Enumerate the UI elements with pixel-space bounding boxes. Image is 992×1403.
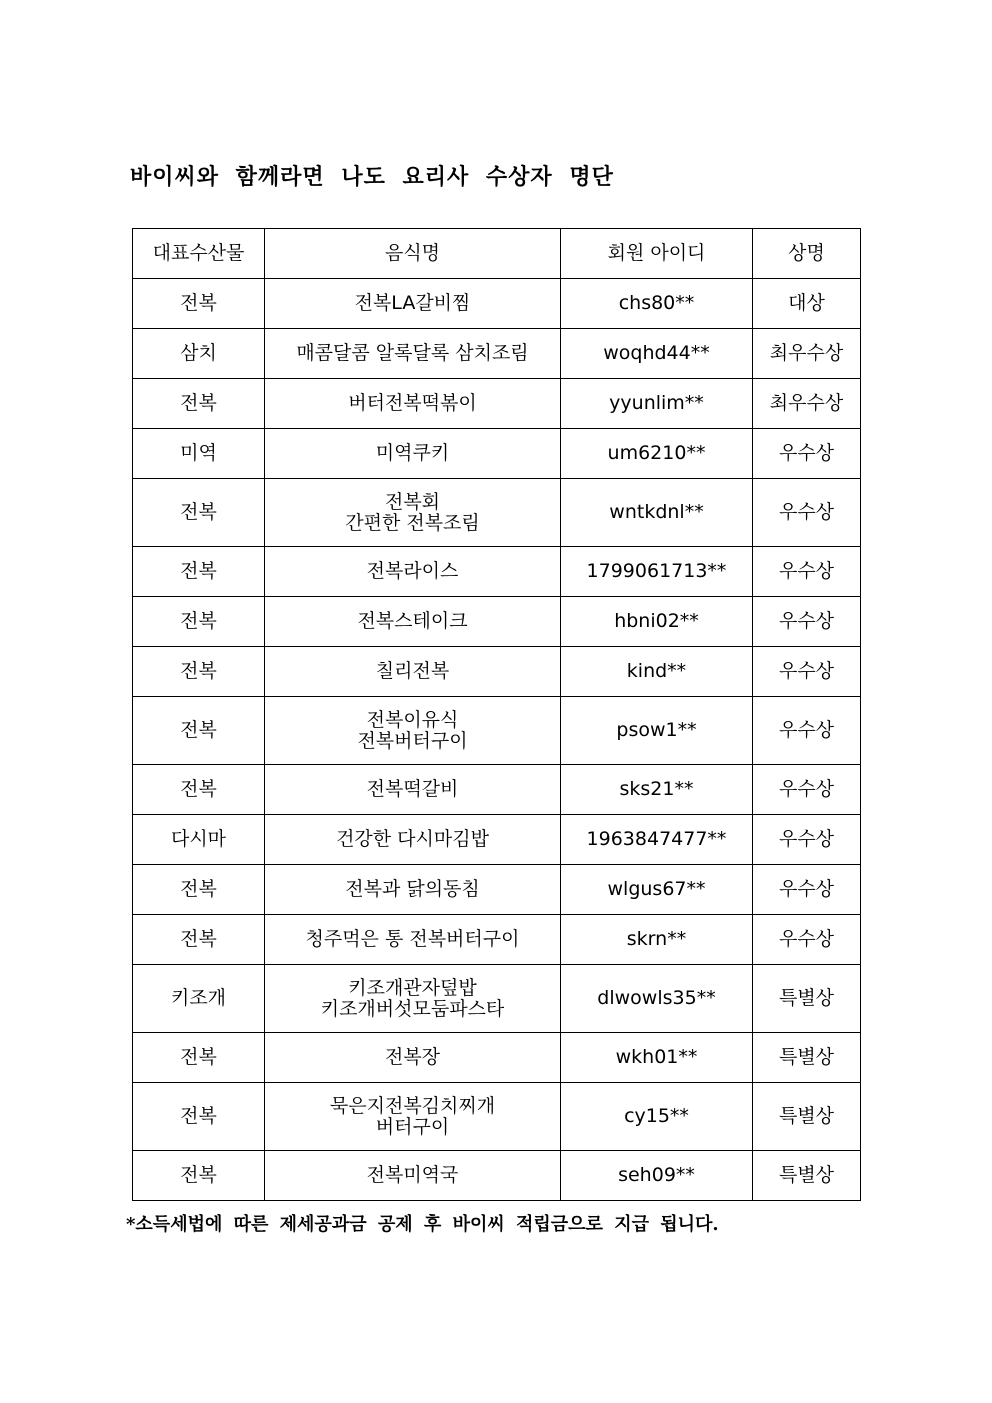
table-row <box>133 1151 861 1201</box>
cell-seafood: 전복 <box>133 915 265 965</box>
cell-dish <box>265 647 561 697</box>
cell-dish <box>265 915 561 965</box>
cell-award: 우수상 <box>753 765 861 815</box>
cell-member-id: wntkdnl** <box>561 479 753 547</box>
cell-seafood: 전복 <box>133 865 265 915</box>
header-member-id: 회원 아이디 <box>561 229 753 279</box>
cell-member-id: yyunlim** <box>561 379 753 429</box>
table-row <box>133 279 861 329</box>
cell-award: 우수상 <box>753 697 861 765</box>
cell-seafood: 다시마 <box>133 815 265 865</box>
cell-seafood: 키조개 <box>133 965 265 1033</box>
cell-award: 우수상 <box>753 547 861 597</box>
cell-dish <box>265 547 561 597</box>
cell-member-id: cy15** <box>561 1083 753 1151</box>
cell-award: 우수상 <box>753 597 861 647</box>
cell-member-id: skrn** <box>561 915 753 965</box>
cell-award: 최우수상 <box>753 329 861 379</box>
dish-name: 전복떡갈비 <box>366 778 459 800</box>
cell-dish <box>265 329 561 379</box>
dish-name: 청주먹은 통 전복버터구이 <box>305 928 520 950</box>
header-seafood: 대표수산물 <box>133 229 265 279</box>
dish-name-line-2: 전복버터구이 <box>357 729 468 752</box>
winners-table <box>132 228 861 1201</box>
cell-seafood: 전복 <box>133 1083 265 1151</box>
cell-dish <box>265 479 561 547</box>
table-row <box>133 965 861 1033</box>
cell-member-id: psow1** <box>561 697 753 765</box>
cell-member-id: wlgus67** <box>561 865 753 915</box>
dish-name-line-1: 전복이유식 <box>366 708 459 731</box>
cell-award: 우수상 <box>753 647 861 697</box>
dish-name: 전복과 닭의동침 <box>345 878 480 900</box>
cell-award: 우수상 <box>753 429 861 479</box>
cell-seafood: 전복 <box>133 479 265 547</box>
cell-award: 우수상 <box>753 915 861 965</box>
dish-name: 건강한 다시마김밥 <box>336 828 489 850</box>
table-row <box>133 865 861 915</box>
dish-name: 미역쿠키 <box>375 442 450 464</box>
cell-member-id: chs80** <box>561 279 753 329</box>
cell-dish <box>265 965 561 1033</box>
cell-dish <box>265 765 561 815</box>
cell-seafood: 전복 <box>133 379 265 429</box>
header-dish: 음식명 <box>265 229 561 279</box>
table-row <box>133 547 861 597</box>
cell-member-id: wkh01** <box>561 1033 753 1083</box>
cell-seafood: 전복 <box>133 1033 265 1083</box>
cell-seafood: 전복 <box>133 597 265 647</box>
cell-award: 우수상 <box>753 865 861 915</box>
dish-name-line-2: 키조개버섯모둠파스타 <box>320 997 505 1020</box>
footnote: *소득세법에 따른 제세공과금 공제 후 바이씨 적립금으로 지급 됩니다. <box>126 1214 719 1235</box>
table-row <box>133 1083 861 1151</box>
table-row <box>133 379 861 429</box>
table-row <box>133 429 861 479</box>
cell-award: 특별상 <box>753 1151 861 1201</box>
dish-name-line-1: 전복회 <box>384 490 441 513</box>
cell-dish <box>265 429 561 479</box>
cell-member-id: sks21** <box>561 765 753 815</box>
table-row <box>133 597 861 647</box>
cell-seafood: 전복 <box>133 1151 265 1201</box>
cell-member-id: um6210** <box>561 429 753 479</box>
dish-name: 전복장 <box>384 1046 441 1068</box>
dish-name: 전복미역국 <box>366 1164 459 1186</box>
header-award: 상명 <box>753 229 861 279</box>
cell-dish <box>265 279 561 329</box>
cell-member-id: 1799061713** <box>561 547 753 597</box>
dish-name: 칠리전복 <box>375 660 450 682</box>
dish-name-line-1: 키조개관자덮밥 <box>348 976 477 999</box>
table-row <box>133 697 861 765</box>
table-row <box>133 329 861 379</box>
page-title: 바이씨와 함께라면 나도 요리사 수상자 명단 <box>130 164 614 190</box>
cell-seafood: 전복 <box>133 647 265 697</box>
table-header-row <box>133 229 861 279</box>
cell-dish <box>265 697 561 765</box>
dish-name-line-2: 간편한 전복조림 <box>345 511 480 534</box>
dish-name: 매콤달콤 알록달록 삼치조림 <box>296 342 529 364</box>
dish-name: 전복LA갈비찜 <box>354 292 471 314</box>
table-row <box>133 765 861 815</box>
cell-member-id: kind** <box>561 647 753 697</box>
cell-seafood: 전복 <box>133 279 265 329</box>
cell-award: 우수상 <box>753 815 861 865</box>
dish-name-line-2: 버터구이 <box>375 1115 450 1138</box>
cell-dish <box>265 1033 561 1083</box>
table-row <box>133 1033 861 1083</box>
dish-name-line-1: 묵은지전복김치찌개 <box>329 1094 496 1117</box>
cell-award: 특별상 <box>753 1033 861 1083</box>
cell-award: 우수상 <box>753 479 861 547</box>
table-row <box>133 915 861 965</box>
dish-name: 전복라이스 <box>366 560 459 582</box>
cell-member-id: 1963847477** <box>561 815 753 865</box>
dish-name: 전복스테이크 <box>357 610 468 632</box>
cell-dish <box>265 1151 561 1201</box>
cell-member-id: woqhd44** <box>561 329 753 379</box>
cell-seafood: 삼치 <box>133 329 265 379</box>
table-row <box>133 647 861 697</box>
cell-award: 특별상 <box>753 1083 861 1151</box>
table-body <box>133 279 861 1201</box>
cell-award: 특별상 <box>753 965 861 1033</box>
cell-seafood: 전복 <box>133 765 265 815</box>
cell-dish <box>265 379 561 429</box>
cell-award: 대상 <box>753 279 861 329</box>
cell-seafood: 전복 <box>133 697 265 765</box>
cell-dish <box>265 815 561 865</box>
cell-dish <box>265 597 561 647</box>
table-row <box>133 815 861 865</box>
table-row <box>133 479 861 547</box>
cell-member-id: dlwowls35** <box>561 965 753 1033</box>
cell-dish <box>265 1083 561 1151</box>
cell-seafood: 미역 <box>133 429 265 479</box>
cell-award: 최우수상 <box>753 379 861 429</box>
dish-name: 버터전복떡볶이 <box>348 392 477 414</box>
cell-member-id: seh09** <box>561 1151 753 1201</box>
cell-dish <box>265 865 561 915</box>
cell-seafood: 전복 <box>133 547 265 597</box>
cell-member-id: hbni02** <box>561 597 753 647</box>
